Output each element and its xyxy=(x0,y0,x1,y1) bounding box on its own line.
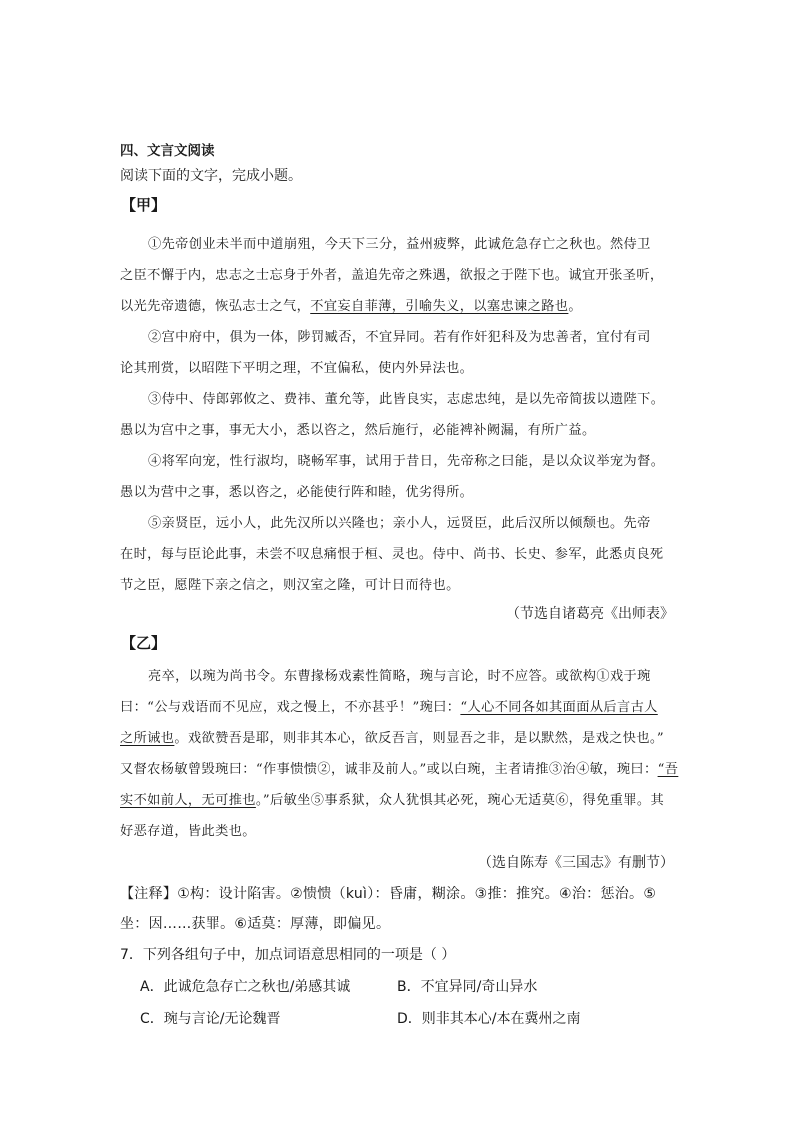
jia-line-3 xyxy=(120,295,582,314)
instruction-text: 阅读下面的文字，完成小题。 xyxy=(120,168,302,184)
jia-source: （节选自诸葛亮《出师表》 xyxy=(506,606,674,622)
question-stem: 7．下列各组句子中，加点词语意思相同的一项是（ ） xyxy=(120,947,456,963)
jia-line-3-text: 以光先帝遗德，恢弘志士之气， xyxy=(120,299,311,314)
jia-line-5: 论其刑赏，以昭陛下平明之理，不宜偏私，使内外异法也。 xyxy=(120,361,474,376)
yi-underlined-sentence-1b: 之所诫也 xyxy=(120,731,175,746)
yi-underlined-sentence-1a: “人心不同各如其面面从后言古人 xyxy=(460,700,658,715)
yi-line-2 xyxy=(120,696,658,715)
jia-underlined-sentence: 不宜妄自菲薄，引喻失义，以塞忠谏之路也 xyxy=(310,299,569,314)
notes-line-1: 【注释】①构：设计陷害。②愦愦（kuì）：昏庸，糊涂。③推：推究。④治：惩治。⑤ xyxy=(120,886,657,902)
yi-source: （选自陈寿《三国志》有删节） xyxy=(478,855,674,871)
option-a[interactable]: A．此诚危急存亡之秋也/弟感其诚 xyxy=(140,979,351,995)
yi-line-5-text: 。”后敏坐⑤事系狱，众人犹惧其必死，琬心无适莫⑥，得免重罪。其 xyxy=(255,793,665,808)
yi-line-2-text: 曰：“公与戏语而不见应，戏之慢上，不亦甚乎！”琬曰： xyxy=(120,700,461,715)
option-d[interactable]: D．则非其本心/本在冀州之南 xyxy=(397,1011,581,1027)
jia-line-1: ①先帝创业未半而中道崩殂，今天下三分，益州疲弊，此诚危急存亡之秋也。然侍卫 xyxy=(148,237,651,252)
notes-line-2: 坐：因……获罪。⑥适莫：厚薄，即偏见。 xyxy=(120,916,391,932)
jia-line-12: 节之臣，愿陛下亲之信之，则汉室之隆，可计日而待也。 xyxy=(120,578,460,593)
jia-line-11: 在时，每与臣论此事，未尝不叹息痛恨于桓、灵也。侍中、尚书、长史、参军，此悉贞良死 xyxy=(120,547,664,562)
yi-line-4-text: 又督农杨敏曾毁琬曰：“作事愦愦②，诚非及前人。”或以白琬，主者请推③治④敏，琬曰： xyxy=(120,762,658,777)
jia-line-6: ③侍中、侍郎郭攸之、费祎、董允等，此皆良实，志虑忠纯，是以先帝简拔以遗陛下。 xyxy=(148,392,665,407)
passage-jia-label: 【甲】 xyxy=(121,196,167,214)
jia-line-10: ⑤亲贤臣，远小人，此先汉所以兴隆也；亲小人，远贤臣，此后汉所以倾颓也。先帝 xyxy=(148,516,651,531)
section-title: 四、文言文阅读 xyxy=(120,143,215,159)
option-b[interactable]: B．不宜异同/奇山异水 xyxy=(397,979,538,995)
jia-line-3-end: 。 xyxy=(568,299,582,314)
jia-line-8: ④将军向宠，性行淑均，晓畅军事，试用于昔日，先帝称之曰能，是以众议举宠为督。 xyxy=(148,454,665,469)
yi-line-6: 好恶存道，皆此类也。 xyxy=(120,824,256,839)
jia-line-7: 愚以为宫中之事，事无大小，悉以咨之，然后施行，必能裨补阙漏，有所广益。 xyxy=(120,423,596,438)
yi-underlined-sentence-2b: 实不如前人，无可推也 xyxy=(120,793,256,808)
yi-underlined-sentence-2a: “吾 xyxy=(657,762,679,777)
option-c[interactable]: C．琬与言论/无论魏晋 xyxy=(140,1011,281,1027)
yi-line-3 xyxy=(120,727,664,746)
yi-line-3-text: 。戏欲赞吾是耶，则非其本心，欲反吾言，则显吾之非，是以默然，是戏之快也。” xyxy=(174,731,665,746)
yi-line-5 xyxy=(120,789,664,808)
jia-line-9: 愚以为营中之事，悉以咨之，必能使行阵和睦，优劣得所。 xyxy=(120,485,474,500)
passage-yi-label: 【乙】 xyxy=(121,634,167,652)
jia-line-2: 之臣不懈于内，忠志之士忘身于外者，盖追先帝之殊遇，欲报之于陛下也。诚宜开张圣听， xyxy=(120,268,664,283)
jia-line-4: ②宫中府中，俱为一体，陟罚臧否，不宜异同。若有作奸犯科及为忠善者，宜付有司 xyxy=(148,330,651,345)
yi-line-1: 亮卒，以琬为尚书令。东曹掾杨戏素性简略，琬与言论，时不应答。或欲构①戏于琬 xyxy=(148,669,651,684)
yi-line-4 xyxy=(120,758,678,777)
